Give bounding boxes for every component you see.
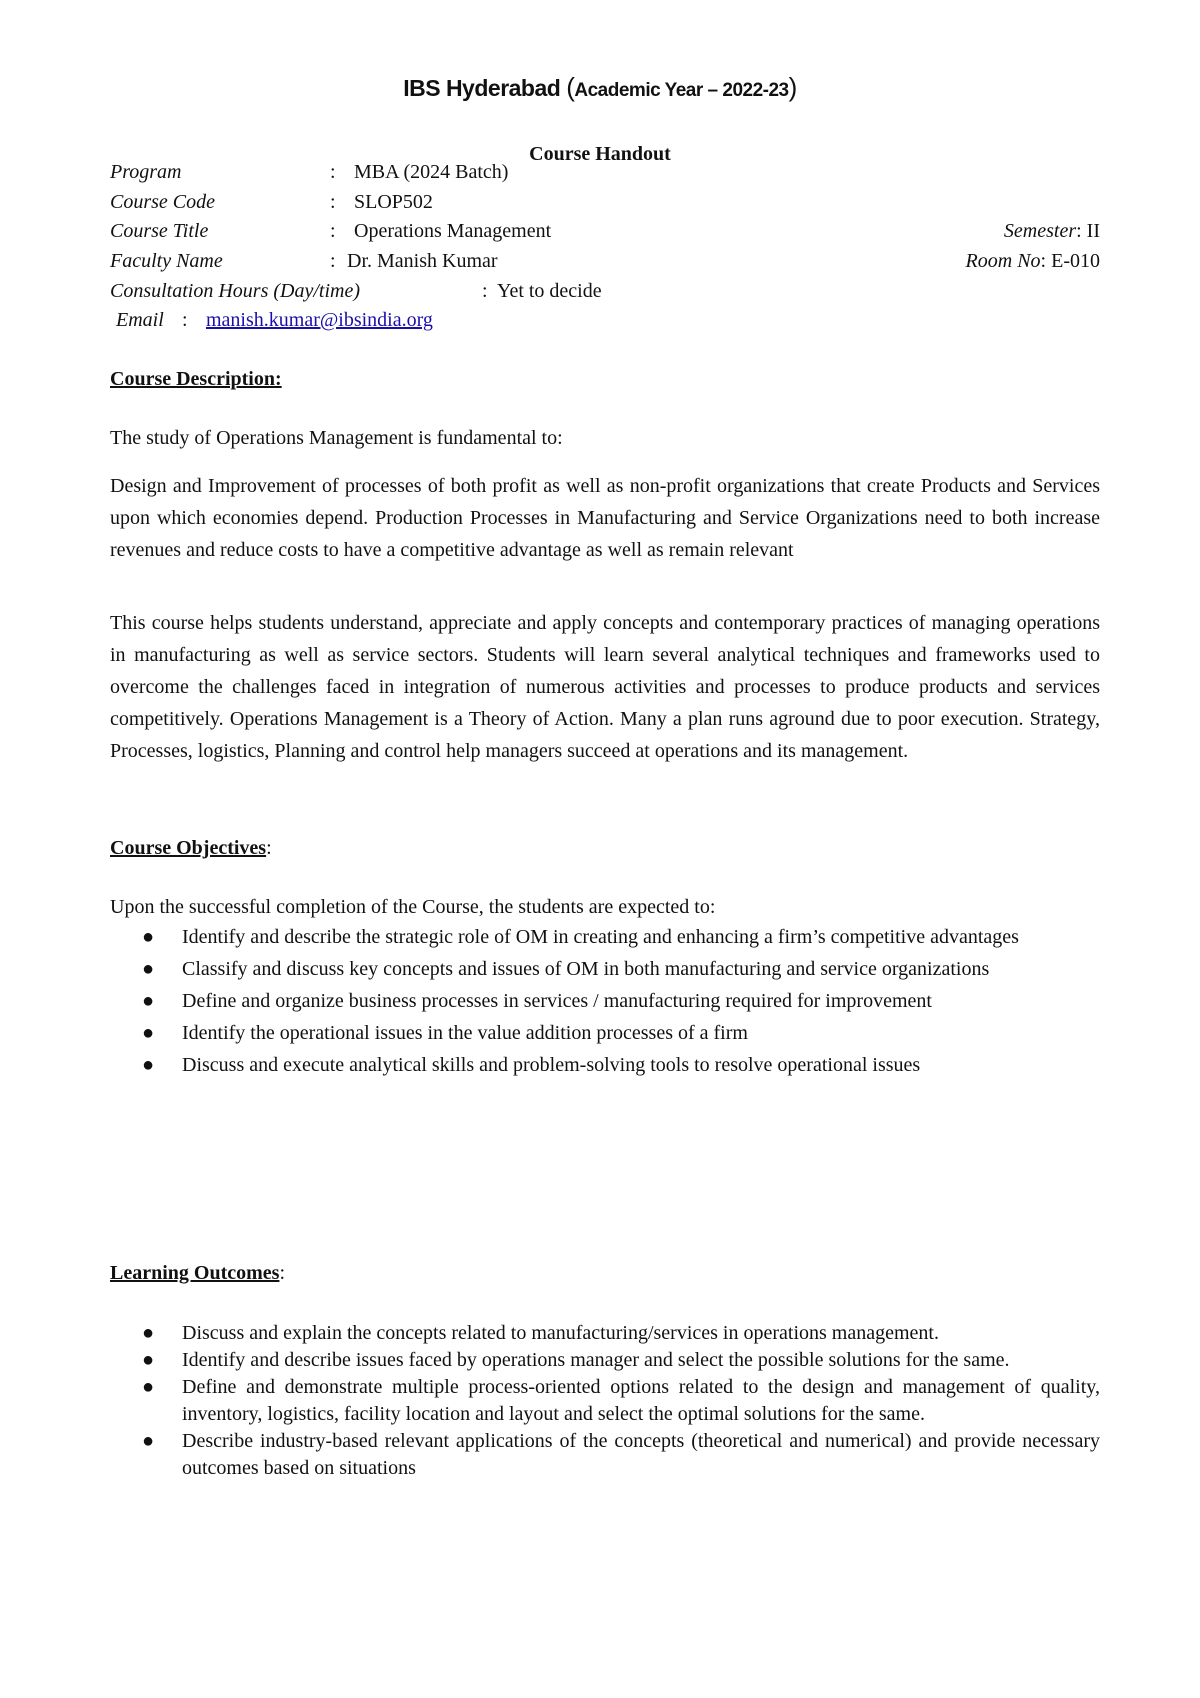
bullet-icon: ●: [142, 1322, 155, 1344]
bullet-icon: ●: [142, 926, 155, 948]
document-title: IBS Hyderabad (Academic Year – 2022-23): [403, 72, 797, 102]
room-no-value: E-010: [1051, 250, 1100, 272]
meta-faculty-name: Faculty Name : Dr. Manish Kumar Room No: E-010: [110, 250, 1100, 272]
institution-name: IBS Hyderabad: [403, 75, 561, 101]
bullet-icon: ●: [142, 990, 155, 1012]
course-objectives-heading: Course Objectives:: [110, 837, 272, 859]
academic-year: Academic Year – 2022-23: [574, 80, 789, 101]
bullet-icon: ●: [142, 1022, 155, 1044]
document-subtitle: Course Handout: [529, 143, 671, 165]
meta-email: Email : manish.kumar@ibsindia.org: [116, 309, 433, 331]
course-description-intro: The study of Operations Management is fundamental to:: [110, 427, 563, 449]
faculty-name-value: Dr. Manish Kumar: [347, 250, 498, 272]
semester: Semester: II: [1003, 220, 1100, 242]
objective-item: ● Define and organize business processes in services / manufacturing required for improvement: [110, 985, 1100, 1017]
objective-item: ● Discuss and execute analytical skills and problem-solving tools to resolve operational issues: [110, 1049, 1100, 1081]
meta-consultation: Consultation Hours (Day/time) : Yet to decide: [110, 280, 602, 302]
course-objectives-intro: Upon the successful completion of the Course, the students are expected to:: [110, 896, 716, 918]
bullet-icon: ●: [142, 1054, 155, 1076]
outcome-item: ● Identify and describe issues faced by operations manager and select the possible solutions for the same.: [110, 1347, 1100, 1374]
course-description-heading: Course Description:: [110, 368, 282, 390]
program-value: MBA (2024 Batch): [354, 161, 509, 183]
outcome-item: ● Define and demonstrate multiple process-oriented options related to the design and management of quality, inventory, logistics, facility location and layout and select the optimal solutions for the same.: [142, 1376, 1100, 1425]
email-link[interactable]: manish.kumar@ibsindia.org: [206, 309, 433, 331]
meta-course-code: Course Code : SLOP502: [110, 191, 433, 213]
objective-item: ● Identify and describe the strategic role of OM in creating and enhancing a firm’s competitive advantages: [110, 921, 1100, 953]
course-description-para-2: This course helps students understand, appreciate and apply concepts and contemporary practices of managing operations in manufacturing as well as service sectors. Students will learn several analytical techniques and frameworks used to overcome the challenges faced in integration of numerous activities and processes to produce products and services competitively. Operations Management is a Theory of Action. Many a plan runs aground due to poor execution. Strategy, Processes, logistics, Planning and control help managers succeed at operations and its management.: [110, 612, 1100, 762]
learning-outcomes-heading: Learning Outcomes:: [110, 1262, 285, 1284]
room-no: Room No: E-010: [965, 250, 1100, 272]
outcome-item: ● Discuss and explain the concepts related to manufacturing/services in operations management.: [110, 1320, 1100, 1347]
course-code-value: SLOP502: [354, 191, 433, 213]
learning-outcomes-list: [110, 1320, 1100, 1482]
course-objectives-list: [110, 921, 1100, 1081]
bullet-icon: ●: [142, 1430, 155, 1452]
objective-item: ● Identify the operational issues in the value addition processes of a firm: [110, 1017, 1100, 1049]
semester-value: II: [1086, 220, 1100, 242]
outcome-item: ● Describe industry-based relevant applications of the concepts (theoretical and numerical) and provide necessary outcomes based on situations: [142, 1430, 1100, 1479]
course-title-value: Operations Management: [354, 220, 552, 242]
bullet-icon: ●: [142, 958, 155, 980]
course-description-para-1: Design and Improvement of processes of both profit as well as non-profit organizations that create Products and Services upon which economies depend. Production Processes in Manufacturing and Service Organizations need to both increase revenues and reduce costs to have a competitive advantage as well as remain relevant: [110, 475, 1100, 561]
meta-course-title: Course Title : Operations Management Semester: II: [110, 220, 1100, 242]
meta-program: Program : MBA (2024 Batch): [110, 161, 509, 183]
objective-item: ● Classify and discuss key concepts and issues of OM in both manufacturing and service organizations: [110, 953, 1100, 985]
bullet-icon: ●: [142, 1376, 155, 1398]
bullet-icon: ●: [142, 1349, 155, 1371]
consultation-value: Yet to decide: [497, 280, 602, 302]
